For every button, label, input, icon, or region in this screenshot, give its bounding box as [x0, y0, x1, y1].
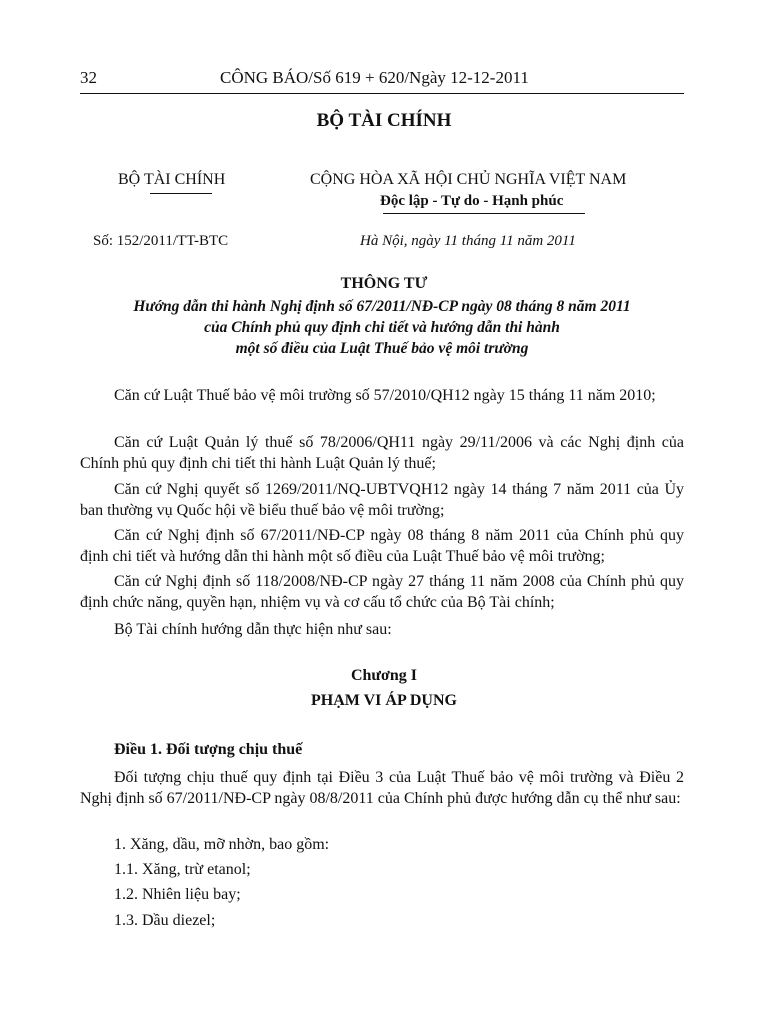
list-item: 1. Xăng, dầu, mỡ nhờn, bao gồm: — [114, 836, 330, 853]
list-item: 1.1. Xăng, trừ etanol; — [114, 861, 251, 878]
issuing-organization: BỘ TÀI CHÍNH — [118, 171, 226, 188]
article-title: Điều 1. Đối tượng chịu thuế — [114, 741, 303, 758]
header-divider — [80, 93, 684, 94]
article-intro: Đối tượng chịu thuế quy định tại Điều 3 của Luật Thuế bảo vệ môi trường và Điều 2 Nghị định số 67/2011/NĐ-CP ngày 08/8/2011 của Chính phủ được hướng dẫn cụ thể như sau: — [80, 769, 684, 807]
subject-line: một số điều của Luật Thuế bảo vệ môi trường — [235, 340, 529, 357]
document-subject — [80, 296, 684, 359]
subject-line: Hướng dẫn thi hành Nghị định số 67/2011/NĐ-CP ngày 08 tháng 8 năm 2011 — [133, 298, 631, 315]
republic-heading: CỘNG HÒA XÃ HỘI CHỦ NGHĨA VIỆT NAM — [310, 171, 627, 188]
national-motto: Độc lập - Tự do - Hạnh phúc — [380, 193, 564, 209]
organization-underline — [150, 193, 212, 194]
place-and-date: Hà Nội, ngày 11 tháng 11 năm 2011 — [360, 233, 576, 249]
list-item: 1.3. Dầu diezel; — [114, 912, 216, 929]
preamble-paragraph: Căn cứ Nghị định số 67/2011/NĐ-CP ngày 08 tháng 8 năm 2011 của Chính phủ quy định chi tiết và hướng dẫn thi hành một số điều của Luật Thuế bảo vệ môi trường; — [80, 527, 684, 565]
preamble-paragraph: Căn cứ Nghị định số 118/2008/NĐ-CP ngày 27 tháng 11 năm 2008 của Chính phủ quy định chức năng, quyền hạn, nhiệm vụ và cơ cấu tổ chức của Bộ Tài chính; — [80, 573, 684, 611]
document-type: THÔNG TƯ — [340, 275, 428, 292]
chapter-label: Chương I — [350, 667, 418, 684]
preamble-paragraph: Căn cứ Luật Quản lý thuế số 78/2006/QH11 ngày 29/11/2006 và các Nghị định của Chính phủ quy định chi tiết thi hành Luật Quản lý thuế; — [80, 434, 684, 472]
preamble-paragraph: Bộ Tài chính hướng dẫn thực hiện như sau: — [114, 621, 392, 638]
preamble-paragraph: Căn cứ Luật Thuế bảo vệ môi trường số 57/2010/QH12 ngày 15 tháng 11 năm 2010; — [114, 387, 656, 404]
list-item: 1.2. Nhiên liệu bay; — [114, 886, 241, 903]
subject-line: của Chính phủ quy định chi tiết và hướng dẫn thi hành — [204, 319, 560, 336]
document-number: Số: 152/2011/TT-BTC — [93, 233, 229, 249]
gazette-header-title: CÔNG BÁO/Số 619 + 620/Ngày 12-12-2011 — [220, 68, 529, 87]
page-number: 32 — [80, 68, 97, 87]
preamble-paragraph: Căn cứ Nghị quyết số 1269/2011/NQ-UBTVQH12 ngày 14 tháng 7 năm 2011 của Ủy ban thường vụ Quốc hội về biểu thuế bảo vệ môi trường; — [80, 481, 684, 519]
ministry-heading: BỘ TÀI CHÍNH — [316, 110, 452, 131]
motto-underline — [383, 213, 585, 214]
chapter-title: PHẠM VI ÁP DỤNG — [311, 692, 457, 709]
